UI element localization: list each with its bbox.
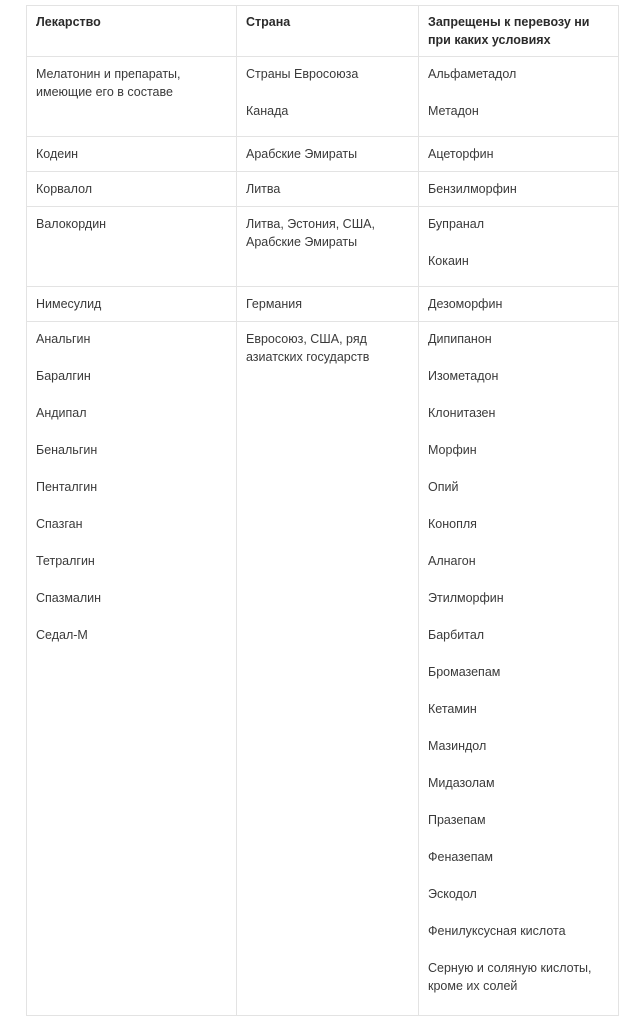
cell-drug — [27, 207, 237, 287]
forbidden-item: Празепам — [428, 813, 486, 827]
header-forbidden: Запрещены к перевозу ни при каких условиях — [419, 6, 619, 57]
forbidden-item: Ацеторфин — [428, 147, 494, 161]
forbidden-item: Изометадон — [428, 369, 499, 383]
table-row — [27, 137, 619, 172]
cell-country — [237, 172, 419, 207]
header-drug: Лекарство — [27, 6, 237, 57]
cell-drug — [27, 322, 237, 1016]
cell-country — [237, 322, 419, 1016]
forbidden-item: Фенилуксусная кислота — [428, 924, 566, 938]
cell-country — [237, 287, 419, 322]
drug-item: Валокордин — [36, 217, 107, 231]
cell-forbidden — [419, 207, 619, 287]
forbidden-item: Этилморфин — [428, 591, 504, 605]
table-header-row — [27, 6, 619, 57]
table-row — [27, 287, 619, 322]
country-item: Канада — [246, 104, 289, 118]
forbidden-item: Метадон — [428, 104, 479, 118]
cell-country — [237, 137, 419, 172]
cell-drug — [27, 172, 237, 207]
forbidden-item: Альфаметадол — [428, 67, 517, 81]
drug-item: Седал-М — [36, 628, 88, 642]
country-item: Литва, Эстония, США, Арабские Эмираты — [246, 217, 375, 249]
forbidden-item: Мидазолам — [428, 776, 495, 790]
forbidden-item: Кетамин — [428, 702, 477, 716]
cell-forbidden — [419, 322, 619, 1016]
drug-item: Спазган — [36, 517, 83, 531]
drug-item: Спазмалин — [36, 591, 102, 605]
drug-item: Корвалол — [36, 182, 93, 196]
forbidden-item: Морфин — [428, 443, 477, 457]
table-row — [27, 172, 619, 207]
forbidden-item: Серную и соляную кислоты, кроме их солей — [428, 961, 592, 993]
drug-item: Тетралгин — [36, 554, 95, 568]
drug-item: Пенталгин — [36, 480, 98, 494]
country-item: Германия — [246, 297, 303, 311]
header-country: Страна — [237, 6, 419, 57]
cell-country — [237, 57, 419, 137]
drug-item: Мелатонин и препараты, имеющие его в составе — [36, 67, 181, 99]
forbidden-item: Бромазепам — [428, 665, 501, 679]
drug-item: Кодеин — [36, 147, 79, 161]
forbidden-item: Бензилморфин — [428, 182, 517, 196]
table-row — [27, 207, 619, 287]
forbidden-item: Мазиндол — [428, 739, 487, 753]
cell-forbidden — [419, 172, 619, 207]
drug-restrictions-table-wrap — [26, 5, 618, 1016]
cell-drug — [27, 57, 237, 137]
forbidden-item: Дезоморфин — [428, 297, 503, 311]
country-item: Евросоюз, США, ряд азиатских государств — [246, 332, 370, 364]
forbidden-item: Алнагон — [428, 554, 476, 568]
forbidden-item: Эскодол — [428, 887, 477, 901]
cell-forbidden — [419, 137, 619, 172]
cell-country — [237, 207, 419, 287]
forbidden-item: Клонитазен — [428, 406, 496, 420]
forbidden-item: Конопля — [428, 517, 477, 531]
forbidden-item: Опий — [428, 480, 459, 494]
table-row — [27, 322, 619, 1016]
country-item: Литва — [246, 182, 281, 196]
table-row — [27, 57, 619, 137]
drug-restrictions-table — [26, 5, 619, 1016]
drug-item: Нимесулид — [36, 297, 102, 311]
country-item: Страны Евросоюза — [246, 67, 359, 81]
cell-drug — [27, 287, 237, 322]
cell-drug — [27, 137, 237, 172]
drug-item: Бенальгин — [36, 443, 98, 457]
forbidden-item: Дипипанон — [428, 332, 492, 346]
forbidden-item: Бупранал — [428, 217, 484, 231]
drug-item: Анальгин — [36, 332, 91, 346]
forbidden-item: Феназепам — [428, 850, 494, 864]
drug-item: Андипал — [36, 406, 87, 420]
cell-forbidden — [419, 287, 619, 322]
drug-item: Баралгин — [36, 369, 91, 383]
forbidden-item: Кокаин — [428, 254, 469, 268]
country-item: Арабские Эмираты — [246, 147, 358, 161]
cell-forbidden — [419, 57, 619, 137]
forbidden-item: Барбитал — [428, 628, 485, 642]
